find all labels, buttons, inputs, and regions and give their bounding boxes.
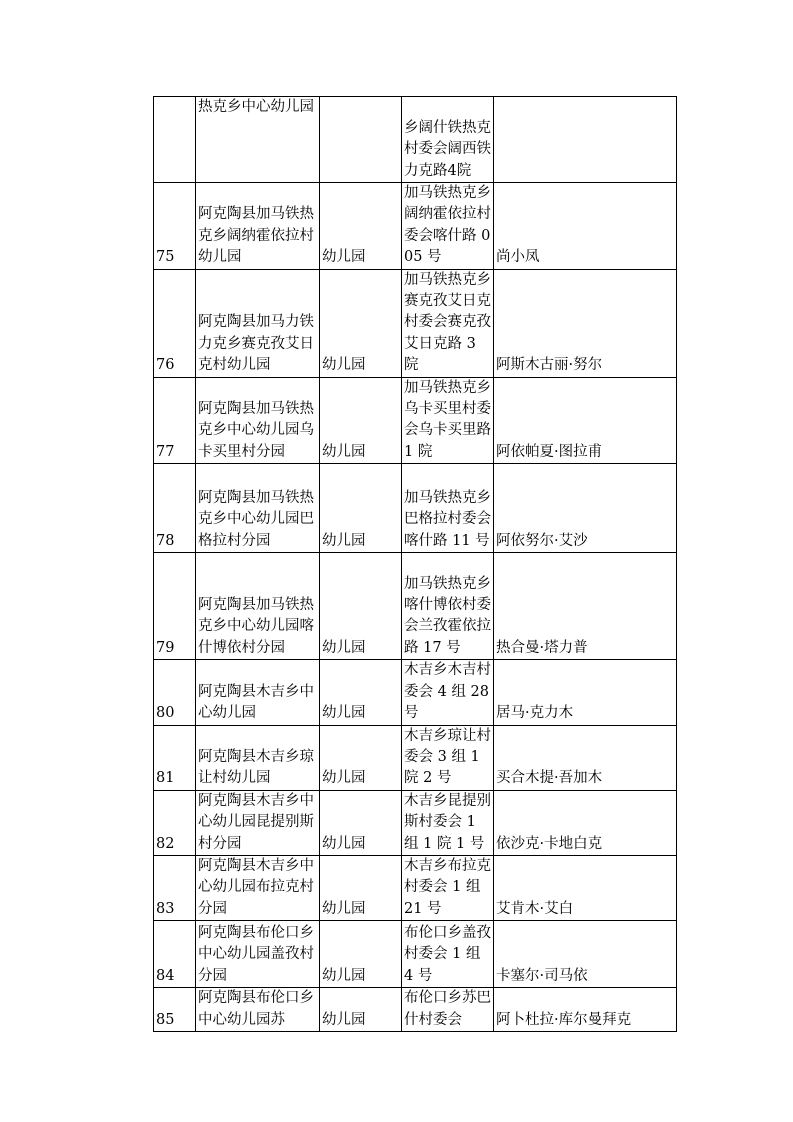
row-number: 75 <box>154 183 196 270</box>
kindergarten-head: 依沙克·卡地白克 <box>494 790 677 855</box>
kindergarten-name: 阿克陶县加马力铁力克乡赛克孜艾日克村幼儿园 <box>196 269 320 377</box>
row-number: 83 <box>154 855 196 920</box>
table-row <box>154 921 677 988</box>
kindergarten-name: 阿克陶县加马铁热克乡中心幼儿园喀什博依村分园 <box>196 553 320 660</box>
table-row <box>154 725 677 790</box>
kindergarten-table <box>153 96 677 1032</box>
kindergarten-type: 幼儿园 <box>320 553 402 660</box>
kindergarten-address: 加马铁热克乡乌卡买里村委会乌卡买里路 1 院 <box>402 377 494 464</box>
kindergarten-type: 幼儿园 <box>320 855 402 920</box>
kindergarten-type: 幼儿园 <box>320 660 402 725</box>
kindergarten-name: 阿克陶县木吉乡中心幼儿园布拉克村分园 <box>196 855 320 920</box>
kindergarten-address: 加马铁热克乡喀什博依村委会兰孜霍依拉路 17 号 <box>402 553 494 660</box>
kindergarten-type: 幼儿园 <box>320 269 402 377</box>
kindergarten-name: 阿克陶县木吉乡中心幼儿园 <box>196 660 320 725</box>
row-number: 82 <box>154 790 196 855</box>
kindergarten-name: 热克乡中心幼儿园 <box>196 97 320 183</box>
kindergarten-name: 阿克陶县加马铁热克乡阔纳霍依拉村幼儿园 <box>196 183 320 270</box>
kindergarten-name: 阿克陶县布伦口乡中心幼儿园盖孜村分园 <box>196 921 320 988</box>
kindergarten-type: 幼儿园 <box>320 988 402 1032</box>
kindergarten-type: 幼儿园 <box>320 921 402 988</box>
kindergarten-head: 居马·克力木 <box>494 660 677 725</box>
row-number: 77 <box>154 377 196 464</box>
table-row <box>154 464 677 553</box>
kindergarten-head <box>494 97 677 183</box>
kindergarten-name: 阿克陶县布伦口乡中心幼儿园苏 <box>196 988 320 1032</box>
kindergarten-head: 卡塞尔·司马依 <box>494 921 677 988</box>
kindergarten-address: 加马铁热克乡阔纳霍依拉村委会喀什路 005 号 <box>402 183 494 270</box>
table-row <box>154 97 677 183</box>
kindergarten-head: 阿依努尔·艾沙 <box>494 464 677 553</box>
kindergarten-type: 幼儿园 <box>320 464 402 553</box>
kindergarten-address: 布伦口乡盖孜村委会 1 组 4 号 <box>402 921 494 988</box>
kindergarten-head: 艾肯木·艾白 <box>494 855 677 920</box>
kindergarten-name: 阿克陶县木吉乡中心幼儿园昆提别斯村分园 <box>196 790 320 855</box>
kindergarten-name: 阿克陶县加马铁热克乡中心幼儿园乌卡买里村分园 <box>196 377 320 464</box>
kindergarten-address: 木吉乡琼让村委会 3 组 1 院 2 号 <box>402 725 494 790</box>
kindergarten-head: 阿卜杜拉·库尔曼拜克 <box>494 988 677 1032</box>
kindergarten-head: 阿依帕夏·图拉甫 <box>494 377 677 464</box>
kindergarten-type: 幼儿园 <box>320 183 402 270</box>
kindergarten-address: 加马铁热克乡赛克孜艾日克村委会赛克孜艾日克路 3 院 <box>402 269 494 377</box>
kindergarten-address: 布伦口乡苏巴什村委会 <box>402 988 494 1032</box>
kindergarten-name: 阿克陶县木吉乡琼让村幼儿园 <box>196 725 320 790</box>
kindergarten-address: 乡阔什铁热克村委会阔西铁力克路4院 <box>402 97 494 183</box>
table-row <box>154 660 677 725</box>
kindergarten-head: 阿斯木古丽·努尔 <box>494 269 677 377</box>
kindergarten-type: 幼儿园 <box>320 377 402 464</box>
table-row <box>154 269 677 377</box>
kindergarten-head: 买合木提·吾加木 <box>494 725 677 790</box>
row-number: 78 <box>154 464 196 553</box>
row-number <box>154 97 196 183</box>
row-number: 81 <box>154 725 196 790</box>
table-row <box>154 553 677 660</box>
row-number: 80 <box>154 660 196 725</box>
table-row <box>154 988 677 1032</box>
kindergarten-type: 幼儿园 <box>320 790 402 855</box>
kindergarten-name: 阿克陶县加马铁热克乡中心幼儿园巴格拉村分园 <box>196 464 320 553</box>
row-number: 76 <box>154 269 196 377</box>
kindergarten-address: 加马铁热克乡巴格拉村委会喀什路 11 号 <box>402 464 494 553</box>
kindergarten-address: 木吉乡木吉村委会 4 组 28 号 <box>402 660 494 725</box>
row-number: 84 <box>154 921 196 988</box>
kindergarten-type <box>320 97 402 183</box>
row-number: 85 <box>154 988 196 1032</box>
kindergarten-head: 热合曼·塔力普 <box>494 553 677 660</box>
table-row <box>154 377 677 464</box>
kindergarten-type: 幼儿园 <box>320 725 402 790</box>
kindergarten-address: 木吉乡布拉克村委会 1 组 21 号 <box>402 855 494 920</box>
table-row <box>154 183 677 270</box>
kindergarten-head: 尚小凤 <box>494 183 677 270</box>
row-number: 79 <box>154 553 196 660</box>
table-row <box>154 855 677 920</box>
kindergarten-address: 木吉乡昆提别斯村委会 1 组 1 院 1 号 <box>402 790 494 855</box>
table-row <box>154 790 677 855</box>
